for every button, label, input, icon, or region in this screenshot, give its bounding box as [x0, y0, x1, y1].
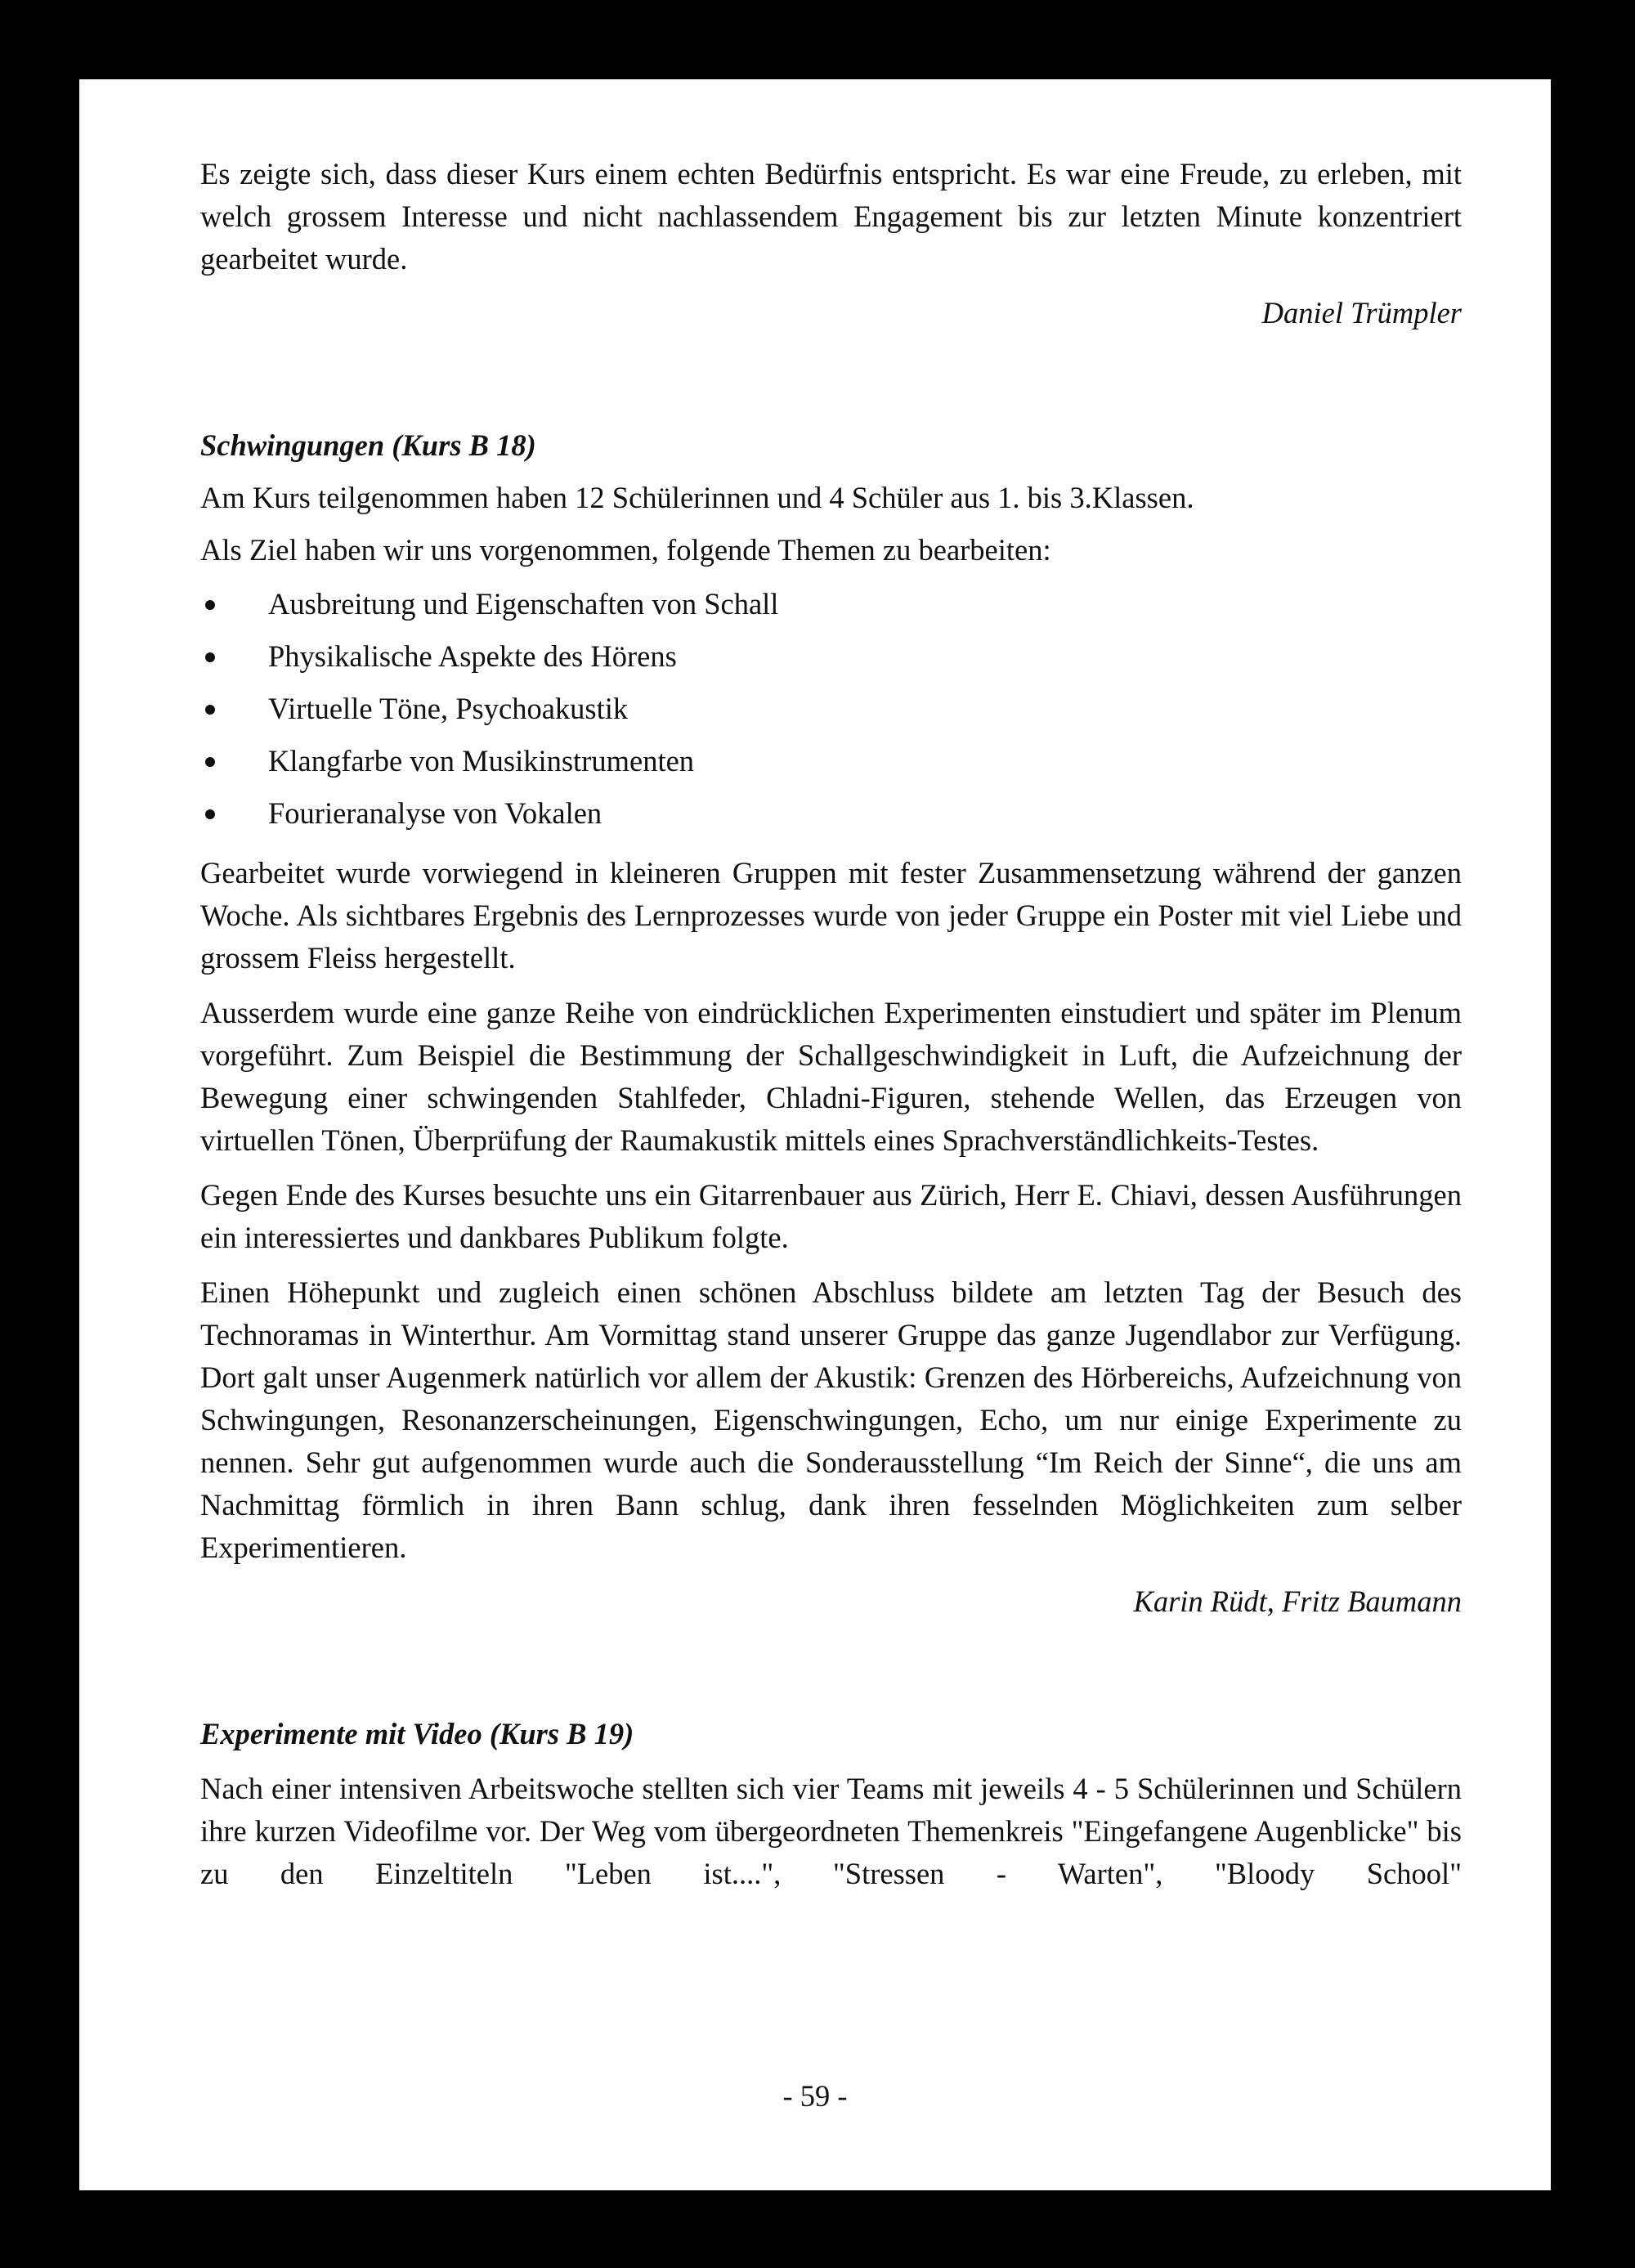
section-b19-paragraph: Nach einer intensiven Arbeitswoche stellten sich vier Teams mit jeweils 4 - 5 Schülerinnen und Schülern ihre kurzen Videofilme vor. Der Weg vom übergeordneten Themenkreis "Eingefangene Augenblicke" bis zu den Einzeltiteln "Leben ist....", "Stressen - Warten", "Bloody School"	[200, 1772, 1462, 1890]
section-b18-paragraph: Ausserdem wurde eine ganze Reihe von eindrücklichen Experimenten einstudiert und später im Plenum vorgeführt. Zum Beispiel die Bestimmung der Schallgeschwindigkeit in Luft, die Aufzeichnung der Bewegung einer schwingenden Stahlfeder, Chladni-Figuren, stehende Wellen, das Erzeugen von virtuellen Tönen, Überprüfung der Raumakustik mittels eines Sprachverständlichkeits-Testes.	[200, 996, 1462, 1157]
section-b19-heading: Experimente mit Video (Kurs B 19)	[200, 1717, 634, 1750]
section-b18-author: Karin Rüdt, Fritz Baumann	[1133, 1584, 1462, 1618]
list-item	[200, 683, 1462, 735]
bullet-icon	[205, 600, 215, 610]
page-number: - 59 -	[782, 2079, 848, 2113]
topic-text: Physikalische Aspekte des Hörens	[268, 639, 677, 673]
list-item	[200, 578, 1462, 630]
bullet-icon	[205, 705, 215, 715]
intro-author: Daniel Trümpler	[1261, 296, 1462, 329]
section-b18-paragraph: Gearbeitet wurde vorwiegend in kleineren Gruppen mit fester Zusammensetzung während der ganzen Woche. Als sichtbares Ergebnis des Lernprozesses wurde von jeder Gruppe ein Poster mit viel Liebe und grossem Fleiss hergestellt.	[200, 856, 1462, 975]
bullet-icon	[205, 757, 215, 767]
section-b18-paragraph: Einen Höhepunkt und zugleich einen schönen Abschluss bildete am letzten Tag der Besuch des Technoramas in Winterthur. Am Vormittag stand unserer Gruppe das ganze Jugendlabor zur Verfügung. Dort galt unser Augenmerk natürlich vor allem der Akustik: Grenzen des Hörbereichs, Aufzeichnung von Schwingungen, Resonanzerscheinungen, Eigenschwingungen, Echo, um nur einige Experimente zu nennen. Sehr gut aufgenommen wurde auch die Sonderausstellung “Im Reich der Sinne“, die uns am Nachmittag förmlich in ihren Bann schlug, dank ihren fesselnden Möglichkeiten zum selber Experimentieren.	[200, 1275, 1462, 1564]
topic-text: Ausbreitung und Eigenschaften von Schall	[268, 587, 779, 621]
section-b18-participants: Am Kurs teilgenommen haben 12 Schülerinnen und 4 Schüler aus 1. bis 3.Klassen.	[200, 481, 1194, 514]
topic-text: Virtuelle Töne, Psychoakustik	[268, 692, 629, 725]
page-content	[200, 153, 1462, 1895]
section-b18-heading: Schwingungen (Kurs B 18)	[200, 428, 536, 462]
document-page	[79, 79, 1551, 2190]
topic-list	[200, 578, 1462, 840]
bullet-icon	[205, 809, 215, 819]
section-b18-goal-intro: Als Ziel haben wir uns vorgenommen, folgende Themen zu bearbeiten:	[200, 533, 1051, 567]
topic-text: Fourieranalyse von Vokalen	[268, 796, 602, 830]
list-item	[200, 735, 1462, 787]
intro-paragraph: Es zeigte sich, dass dieser Kurs einem echten Bedürfnis entspricht. Es war eine Freude, zu erleben, mit welch grossem Interesse und nicht nachlassendem Engagement bis zur letzten Minute konzentriert gearbeitet wurde.	[200, 157, 1462, 276]
list-item	[200, 787, 1462, 840]
list-item	[200, 630, 1462, 683]
topic-text: Klangfarbe von Musikinstrumenten	[268, 744, 695, 778]
section-b18-paragraph: Gegen Ende des Kurses besuchte uns ein Gitarrenbauer aus Zürich, Herr E. Chiavi, dessen Ausführungen ein interessiertes und dankbares Publikum folgte.	[200, 1178, 1462, 1254]
bullet-icon	[205, 652, 215, 662]
